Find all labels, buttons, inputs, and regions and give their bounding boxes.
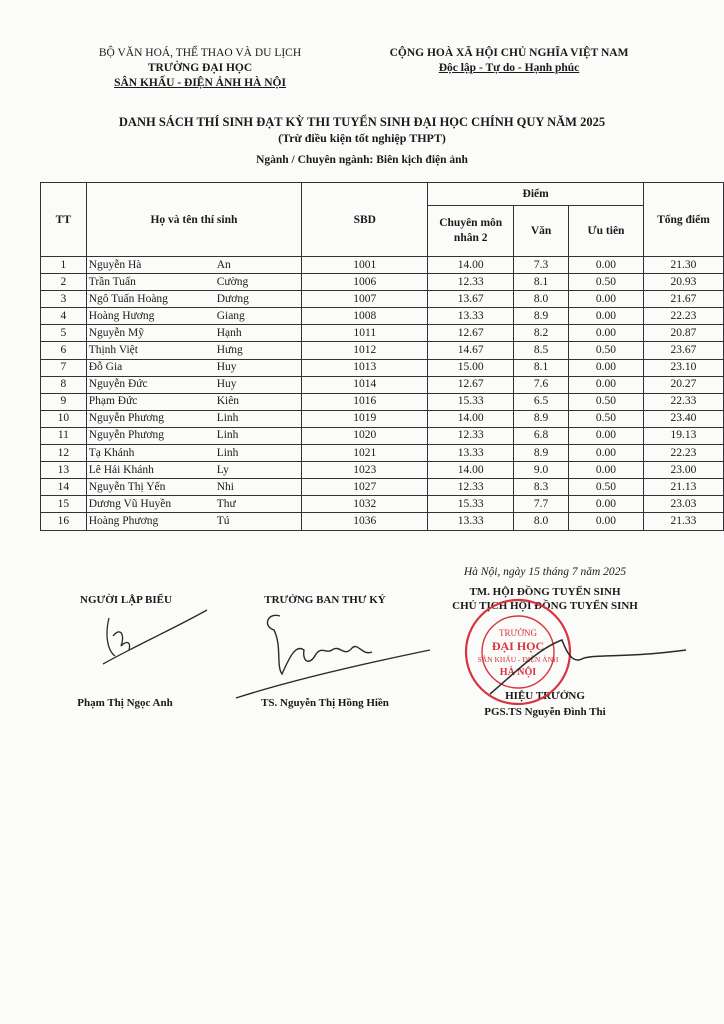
cell-given-name: Nhi — [216, 480, 234, 493]
table-row — [41, 342, 724, 359]
cell-chuyen-mon: 14.00 — [428, 257, 514, 274]
cell-chuyen-mon: 14.67 — [428, 342, 514, 359]
cell-name — [86, 274, 301, 291]
cell-chuyen-mon: 15.33 — [428, 393, 514, 410]
cell-chuyen-mon: 13.33 — [428, 445, 514, 462]
table-row — [41, 291, 724, 308]
cell-family-name: Đỗ Gia — [88, 361, 123, 374]
cell-uu-tien: 0.00 — [569, 445, 644, 462]
seal-text-line3: SÂN KHẤU - ĐIỆN ẢNH — [477, 655, 559, 664]
ministry-name: BỘ VĂN HOÁ, THỂ THAO VÀ DU LỊCH — [98, 47, 302, 59]
cell-chuyen-mon: 15.00 — [428, 359, 514, 376]
seal-text-line4: HÀ NỘI — [499, 667, 537, 678]
cell-sbd: 1020 — [302, 427, 428, 444]
cell-uu-tien: 0.00 — [569, 308, 644, 325]
cell-uu-tien: 0.00 — [569, 462, 644, 479]
table-row — [41, 462, 724, 479]
cell-van: 8.5 — [513, 342, 568, 359]
col-header-chuyen-mon: Chuyên môn nhân 2 — [428, 206, 514, 257]
cell-tt: 9 — [41, 393, 87, 410]
cell-name — [86, 445, 301, 462]
council-line1: TM. HỘI ĐỒNG TUYỂN SINH — [469, 586, 621, 598]
cell-total: 21.13 — [643, 479, 723, 496]
cell-total: 23.03 — [643, 496, 723, 513]
cell-sbd: 1001 — [302, 257, 428, 274]
cell-sbd: 1006 — [302, 274, 428, 291]
header-row — [41, 183, 724, 206]
cell-van: 7.7 — [513, 496, 568, 513]
table-body — [41, 257, 724, 531]
cell-given-name: Thư — [216, 497, 236, 510]
cell-uu-tien: 0.50 — [569, 393, 644, 410]
cell-van: 8.9 — [513, 410, 568, 427]
cell-total: 20.87 — [643, 325, 723, 342]
cell-name — [86, 257, 301, 274]
cell-chuyen-mon: 12.33 — [428, 274, 514, 291]
cell-uu-tien: 0.00 — [569, 325, 644, 342]
cell-uu-tien: 0.50 — [569, 479, 644, 496]
name-wrap — [89, 480, 299, 495]
cell-name — [86, 496, 301, 513]
col-header-uu-tien: Ưu tiên — [569, 206, 644, 257]
cell-sbd: 1012 — [302, 342, 428, 359]
cell-given-name: Linh — [216, 429, 239, 442]
cell-van: 9.0 — [513, 462, 568, 479]
cell-sbd: 1019 — [302, 410, 428, 427]
cell-tt: 8 — [41, 376, 87, 393]
cell-tt: 10 — [41, 410, 87, 427]
preparer-name: Phạm Thị Ngọc Anh — [77, 697, 173, 709]
major-label: Ngành / Chuyên ngành: Biên kịch điện ảnh — [256, 154, 468, 166]
cell-name — [86, 291, 301, 308]
document-title: DANH SÁCH THÍ SINH ĐẠT KỲ THI TUYỂN SINH ĐẠI HỌC CHÍNH QUY NĂM 2025 — [118, 115, 606, 129]
cell-name — [86, 359, 301, 376]
cell-family-name: Thịnh Việt — [88, 344, 138, 357]
cell-total: 20.93 — [643, 274, 723, 291]
cell-family-name: Nguyễn Đức — [88, 378, 148, 391]
cell-sbd: 1021 — [302, 445, 428, 462]
cell-uu-tien: 0.00 — [569, 257, 644, 274]
cell-family-name: Lê Hải Khánh — [88, 463, 154, 476]
rector-name: PGS.TS Nguyễn Đình Thi — [484, 706, 606, 718]
cell-chuyen-mon: 14.00 — [428, 410, 514, 427]
cell-tt: 1 — [41, 257, 87, 274]
cell-van: 7.3 — [513, 257, 568, 274]
school-seal — [450, 598, 690, 708]
cell-family-name: Trần Tuấn — [88, 275, 136, 288]
cell-chuyen-mon: 12.33 — [428, 427, 514, 444]
cell-van: 8.2 — [513, 325, 568, 342]
col-header-sbd: SBD — [302, 183, 428, 257]
cell-chuyen-mon: 14.00 — [428, 462, 514, 479]
motto: Độc lập - Tự do - Hạnh phúc — [438, 62, 580, 74]
country-name: CỘNG HOÀ XÃ HỘI CHỦ NGHĨA VIỆT NAM — [389, 47, 629, 59]
cell-name — [86, 325, 301, 342]
cell-family-name: Dương Vũ Huyền — [88, 497, 172, 510]
cell-family-name: Nguyễn Hà — [88, 258, 142, 271]
cell-sbd: 1032 — [302, 496, 428, 513]
cell-tt: 6 — [41, 342, 87, 359]
table-row — [41, 445, 724, 462]
name-wrap — [89, 428, 299, 443]
cell-van: 8.3 — [513, 479, 568, 496]
cell-uu-tien: 0.50 — [569, 410, 644, 427]
table-row — [41, 513, 724, 530]
cell-sbd: 1013 — [302, 359, 428, 376]
cell-given-name: Huy — [216, 378, 237, 391]
cell-name — [86, 342, 301, 359]
cell-tt: 5 — [41, 325, 87, 342]
cell-name — [86, 427, 301, 444]
cell-given-name: Hạnh — [216, 326, 242, 339]
cell-chuyen-mon: 15.33 — [428, 496, 514, 513]
table-row — [41, 410, 724, 427]
preparer-signature — [95, 606, 210, 666]
cell-van: 8.1 — [513, 359, 568, 376]
cell-family-name: Hoàng Phương — [88, 514, 159, 527]
document-subtitle: (Trừ điều kiện tốt nghiệp THPT) — [278, 131, 446, 145]
cell-total: 20.27 — [643, 376, 723, 393]
cell-family-name: Nguyễn Mỹ — [88, 326, 144, 339]
name-wrap — [89, 394, 299, 409]
secretary-title: TRƯỞNG BAN THƯ KÝ — [264, 594, 386, 606]
cell-chuyen-mon: 12.33 — [428, 479, 514, 496]
cell-family-name: Nguyễn Phương — [88, 412, 164, 425]
col-header-van: Văn — [513, 206, 568, 257]
cell-tt: 13 — [41, 462, 87, 479]
cell-total: 23.67 — [643, 342, 723, 359]
cell-total: 23.40 — [643, 410, 723, 427]
cell-tt: 4 — [41, 308, 87, 325]
cell-total: 21.33 — [643, 513, 723, 530]
cell-family-name: Ngô Tuấn Hoàng — [88, 292, 168, 305]
cell-van: 8.9 — [513, 308, 568, 325]
cell-family-name: Phạm Đức — [88, 395, 138, 408]
name-wrap — [89, 343, 299, 358]
cell-chuyen-mon: 12.67 — [428, 325, 514, 342]
cell-name — [86, 462, 301, 479]
preparer-title: NGƯỜI LẬP BIỂU — [80, 594, 172, 606]
cell-given-name: Tú — [216, 514, 230, 527]
table-row — [41, 274, 724, 291]
table-row — [41, 308, 724, 325]
cell-van: 8.1 — [513, 274, 568, 291]
cell-given-name: Ly — [216, 463, 229, 476]
council-line2: CHỦ TỊCH HỘI ĐỒNG TUYỂN SINH — [452, 600, 638, 612]
cell-van: 6.8 — [513, 427, 568, 444]
cell-total: 19.13 — [643, 427, 723, 444]
seal-text-line2: ĐẠI HỌC — [491, 639, 545, 653]
cell-given-name: Linh — [216, 446, 239, 459]
cell-name — [86, 376, 301, 393]
school-name-line1: TRƯỜNG ĐẠI HỌC — [147, 62, 253, 74]
cell-name — [86, 513, 301, 530]
motto-wrap — [378, 61, 640, 76]
cell-tt: 16 — [41, 513, 87, 530]
cell-name — [86, 410, 301, 427]
cell-total: 23.00 — [643, 462, 723, 479]
cell-sbd: 1008 — [302, 308, 428, 325]
cell-total: 22.23 — [643, 308, 723, 325]
cell-name — [86, 308, 301, 325]
secretary-name: TS. Nguyễn Thị Hồng Hiền — [261, 697, 389, 709]
cell-given-name: Dương — [216, 292, 249, 305]
cell-van: 8.0 — [513, 291, 568, 308]
cell-given-name: Kiên — [216, 395, 240, 408]
name-wrap — [89, 411, 299, 426]
cell-uu-tien: 0.00 — [569, 359, 644, 376]
cell-uu-tien: 0.50 — [569, 342, 644, 359]
secretary-signature — [232, 606, 432, 701]
seal-text-line1: TRƯỜNG — [499, 628, 537, 638]
cell-sbd: 1027 — [302, 479, 428, 496]
cell-total: 23.10 — [643, 359, 723, 376]
cell-sbd: 1036 — [302, 513, 428, 530]
name-wrap — [89, 326, 299, 341]
cell-given-name: Linh — [216, 412, 239, 425]
col-header-total: Tổng điểm — [643, 183, 723, 257]
cell-van: 8.9 — [513, 445, 568, 462]
name-wrap — [89, 377, 299, 392]
cell-family-name: Hoàng Hương — [88, 309, 155, 322]
cell-tt: 12 — [41, 445, 87, 462]
cell-van: 8.0 — [513, 513, 568, 530]
table-row — [41, 496, 724, 513]
cell-tt: 14 — [41, 479, 87, 496]
col-header-diem: Điểm — [428, 183, 643, 206]
cell-sbd: 1023 — [302, 462, 428, 479]
score-table — [40, 182, 724, 531]
cell-tt: 3 — [41, 291, 87, 308]
cell-name — [86, 479, 301, 496]
name-wrap — [89, 463, 299, 478]
cell-family-name: Tạ Khánh — [88, 446, 135, 459]
school-name-line2 — [70, 76, 330, 91]
cell-total: 22.33 — [643, 393, 723, 410]
cell-given-name: Huy — [216, 361, 237, 374]
school-name-line2-text: SÂN KHẤU - ĐIỆN ẢNH HÀ NỘI — [114, 77, 286, 89]
table-row — [41, 257, 724, 274]
name-wrap — [89, 292, 299, 307]
name-wrap — [89, 497, 299, 512]
cell-given-name: An — [216, 258, 231, 271]
name-wrap — [89, 514, 299, 529]
cell-total: 21.30 — [643, 257, 723, 274]
name-wrap — [89, 258, 299, 273]
cell-family-name: Nguyễn Phương — [88, 429, 164, 442]
cell-sbd: 1014 — [302, 376, 428, 393]
cell-uu-tien: 0.00 — [569, 513, 644, 530]
name-wrap — [89, 309, 299, 324]
col-header-tt: TT — [41, 183, 87, 257]
cell-uu-tien: 0.00 — [569, 427, 644, 444]
cell-tt: 15 — [41, 496, 87, 513]
name-wrap — [89, 360, 299, 375]
cell-given-name: Giang — [216, 309, 245, 322]
issuer-block — [70, 46, 330, 91]
cell-tt: 2 — [41, 274, 87, 291]
table-row — [41, 479, 724, 496]
cell-sbd: 1007 — [302, 291, 428, 308]
cell-sbd: 1016 — [302, 393, 428, 410]
table-row — [41, 427, 724, 444]
cell-total: 21.67 — [643, 291, 723, 308]
cell-uu-tien: 0.00 — [569, 291, 644, 308]
cell-given-name: Hưng — [216, 344, 243, 357]
name-wrap — [89, 275, 299, 290]
cell-uu-tien: 0.00 — [569, 376, 644, 393]
rector-title: HIỆU TRƯỞNG — [505, 690, 585, 702]
national-motto-block — [378, 46, 640, 76]
cell-chuyen-mon: 13.33 — [428, 513, 514, 530]
name-wrap — [89, 446, 299, 461]
cell-chuyen-mon: 13.33 — [428, 308, 514, 325]
table-row — [41, 393, 724, 410]
cell-family-name: Nguyễn Thị Yến — [88, 480, 166, 493]
cell-sbd: 1011 — [302, 325, 428, 342]
col-header-name: Họ và tên thí sinh — [86, 183, 301, 257]
cell-van: 7.6 — [513, 376, 568, 393]
cell-uu-tien: 0.00 — [569, 496, 644, 513]
cell-name — [86, 393, 301, 410]
table-row — [41, 325, 724, 342]
table-row — [41, 376, 724, 393]
cell-van: 6.5 — [513, 393, 568, 410]
table-row — [41, 359, 724, 376]
cell-given-name: Cường — [216, 275, 249, 288]
cell-total: 22.23 — [643, 445, 723, 462]
date-line: Hà Nội, ngày 15 tháng 7 năm 2025 — [463, 566, 627, 578]
cell-chuyen-mon: 13.67 — [428, 291, 514, 308]
cell-tt: 11 — [41, 427, 87, 444]
cell-chuyen-mon: 12.67 — [428, 376, 514, 393]
cell-uu-tien: 0.50 — [569, 274, 644, 291]
cell-tt: 7 — [41, 359, 87, 376]
